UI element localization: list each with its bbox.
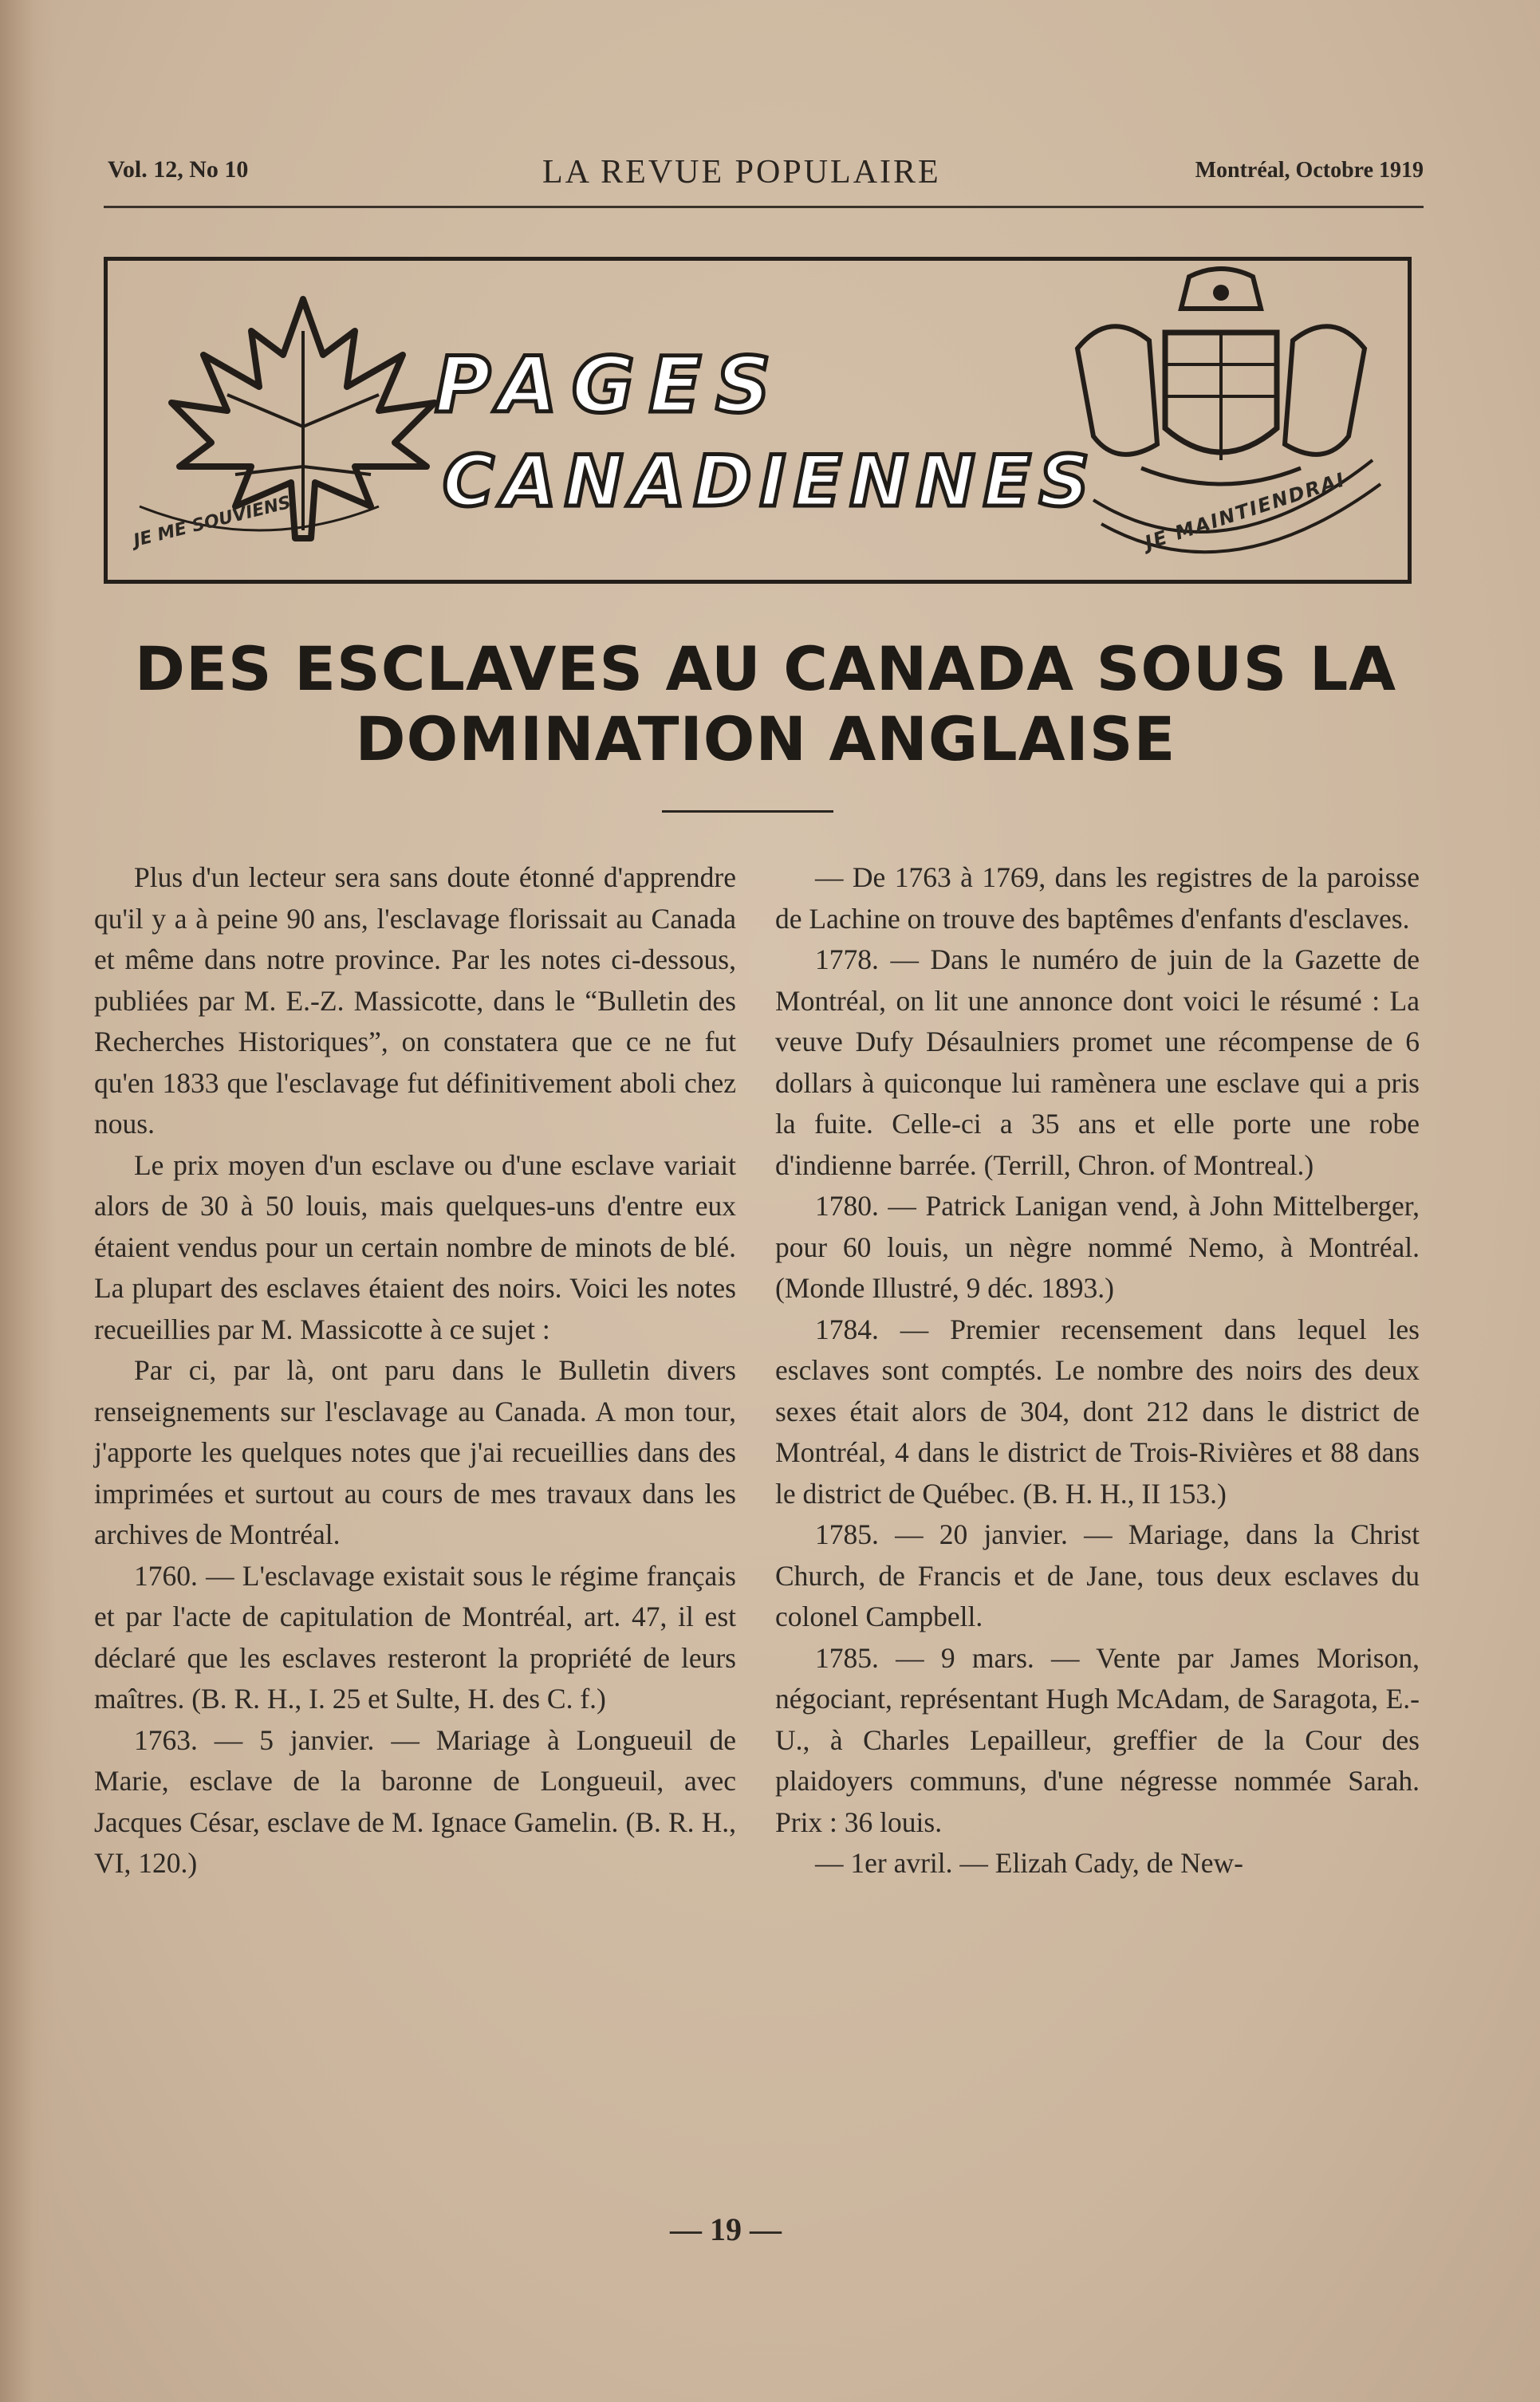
publication-name: LA REVUE POPULAIRE [542, 154, 941, 191]
paragraph: Plus d'un lecteur sera sans doute étonné d'apprendre qu'il y a à peine 90 ans, l'esclavage florissait au Canada et même dans notre province. Par les notes ci-dessous, publiées par M. E.-Z. Massicotte, dans le “Bulletin des Recherches Historiques”, on constatera que ce ne fut qu'en 1833 que l'esclavage fut définitivement aboli chez nous. [94, 861, 736, 1140]
paragraph: 1778. — Dans le numéro de juin de la Gazette de Montréal, on lit une annonce dont voici le résumé : La veuve Dufy Désaulniers promet une récompense de 6 dollars à quiconque lui ramènera une esclave qui a pris la fuite. Celle-ci a 35 ans et elle porte une robe d'indienne barrée. (Terrill, Chron. of Montreal.) [775, 943, 1420, 1181]
page-number: — 19 — [670, 2211, 782, 2247]
paragraph: 1780. — Patrick Lanigan vend, à John Mittelberger, pour 60 louis, un nègre nommé Nemo, à Montréal. (Monde Illustré, 9 déc. 1893.) [775, 1190, 1420, 1304]
banner-title-pages: PAGES [435, 341, 786, 430]
volume-number: Vol. 12, No 10 [108, 156, 249, 183]
article-column-left [94, 857, 736, 1884]
banner-title-canadiennes: CANADIENNES [443, 440, 1098, 522]
paragraph: 1785. — 9 mars. — Vente par James Morison, négociant, représentant Hugh McAdam, de Saragota, E.-U., à Charles Lepailleur, greffier de la Cour des plaidoyers communs, d'une négresse nommée Sarah. Prix : 36 louis. [775, 1641, 1420, 1838]
paragraph: 1760. — L'esclavage existait sous le régime français et par l'acte de capitulation de Montréal, art. 47, il est déclaré que les esclaves resteront la propriété de leurs maîtres. (B. R. H., I. 25 et Sulte, H. des C. f.) [94, 1559, 736, 1715]
headline-rule [662, 810, 833, 813]
running-header [108, 150, 1424, 206]
article-headline: DES ESCLAVES AU CANADA SOUS LA DOMINATION ANGLAISE [134, 633, 1397, 774]
page-binding-edge [0, 0, 56, 2402]
paragraph: Le prix moyen d'un esclave ou d'une esclave variait alors de 30 à 50 louis, mais quelques-uns d'entre eux étaient vendus pour un certain nombre de minots de blé. La plupart des esclaves étaient des noirs. Voici les notes recueillies par M. Massicotte à ce sujet : [94, 1148, 736, 1345]
issue-date: Montréal, Octobre 1919 [1195, 158, 1424, 183]
paragraph: — De 1763 à 1769, dans les registres de la paroisse de Lachine on trouve des baptêmes d'enfants d'esclaves. [775, 861, 1420, 935]
paragraph: 1763. — 5 janvier. — Mariage à Longueuil de Marie, esclave de la baronne de Longueuil, avec Jacques César, esclave de M. Ignace Gamelin. (B. R. H., VI, 120.) [94, 1723, 736, 1879]
header-rule [104, 206, 1424, 208]
paragraph: 1785. — 20 janvier. — Mariage, dans la Christ Church, de Francis et de Jane, tous deux esclaves du colonel Campbell. [775, 1518, 1420, 1632]
section-banner [104, 257, 1412, 584]
paragraph: — 1er avril. — Elizah Cady, de New- [815, 1847, 1243, 1879]
article-column-right [775, 857, 1420, 1884]
paragraph: 1784. — Premier recensement dans lequel les esclaves sont comptés. Le nombre des noirs des deux sexes était alors de 304, dont 212 dans le district de Montréal, 4 dans le district de Trois-Rivières et 88 dans le district de Québec. (B. H. H., II 153.) [775, 1313, 1420, 1510]
motto-je-maintiendrai: JE MAINTIENDRAI [1142, 468, 1349, 554]
coat-of-arms-icon [1046, 261, 1396, 580]
paragraph: Par ci, par là, ont paru dans le Bulletin divers renseignements sur l'esclavage au Canada. A mon tour, j'apporte les quelques notes que j'ai recueillies dans des imprimées et surtout au cours de mes travaux dans les archives de Montréal. [94, 1354, 736, 1550]
motto-je-me-souviens: JE ME SOUVIENS [131, 492, 293, 552]
